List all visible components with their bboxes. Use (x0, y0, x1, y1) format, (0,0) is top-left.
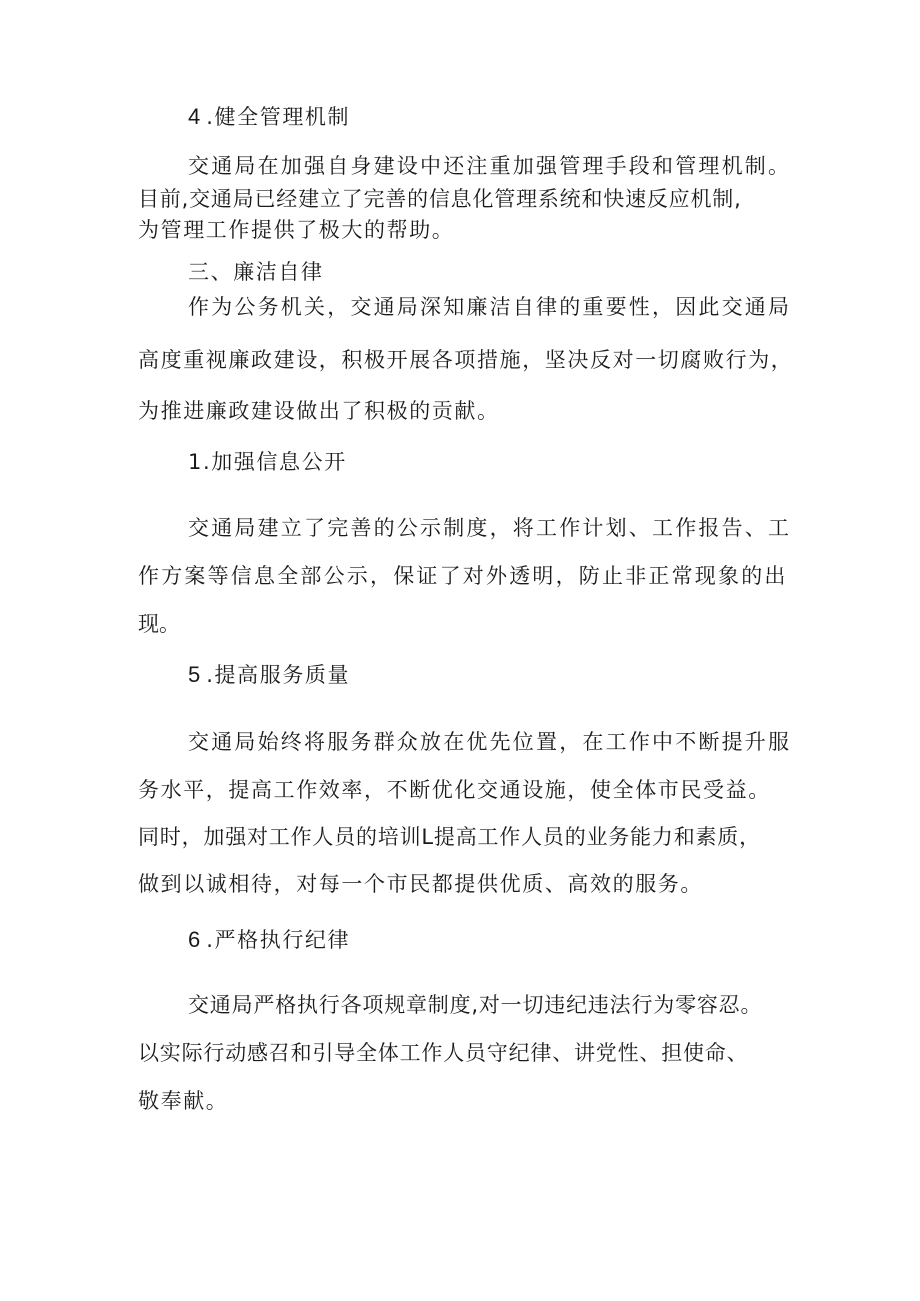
paragraph-line: 务水平，提高工作效率，不断优化交通设施，使全体市民受益。 (138, 778, 771, 802)
paragraph-line: 为推进廉政建设做出了积极的贡献。 (138, 399, 500, 423)
paragraph-line: 作为公务机关，交通局深知廉洁自律的重要性，因此交通局 (188, 295, 792, 319)
heading-title: .严格执行纪律 (206, 928, 351, 952)
paragraph-line: 高度重视廉政建设，积极开展各项措施，坚决反对一切腐败行为， (138, 348, 794, 372)
heading-number: 6 (188, 927, 201, 952)
paragraph-line: 同时，加强对工作人员的培训L提高工作人员的业务能力和素质， (138, 825, 761, 849)
heading-title: .提高服务质量 (206, 663, 351, 687)
paragraph-line: 为管理工作提供了极大的帮助。 (138, 218, 455, 242)
heading-number: 4 (188, 104, 201, 129)
paragraph-line: 作方案等信息全部公示，保证了对外透明，防止非正常现象的出 (138, 564, 788, 588)
paragraph-line: 目前,交通局已经建立了完善的信息化管理系统和快速反应机制, (138, 187, 742, 211)
paragraph-line: 现。 (138, 612, 180, 636)
heading-section-3: 三、廉洁自律 (188, 260, 324, 284)
heading-number: 5 (188, 662, 201, 687)
paragraph-line: 交通局建立了完善的公示制度，将工作计划、工作报告、工 (188, 516, 792, 540)
heading-5 (188, 664, 350, 686)
paragraph-line: 交通局始终将服务群众放在优先位置，在工作中不断提升服 (188, 730, 792, 754)
paragraph-line: 交通局在加强自身建设中还注重加强管理手段和管理机制。 (188, 154, 792, 178)
paragraph-line: 做到以诚相待，对每一个市民都提供优质、高效的服务。 (138, 872, 703, 896)
paragraph-line: 交通局严格执行各项规章制度,对一切违纪违法行为零容忍。 (188, 993, 763, 1017)
heading-1: 1.加强信息公开 (188, 450, 347, 474)
heading-4 (188, 106, 350, 128)
paragraph-line: 以实际行动感召和引导全体工作人员守纪律、讲党性、担使命、 (138, 1041, 749, 1065)
paragraph-line: 敬奉献。 (138, 1089, 229, 1113)
heading-6 (188, 929, 350, 951)
heading-title: .健全管理机制 (206, 105, 351, 129)
